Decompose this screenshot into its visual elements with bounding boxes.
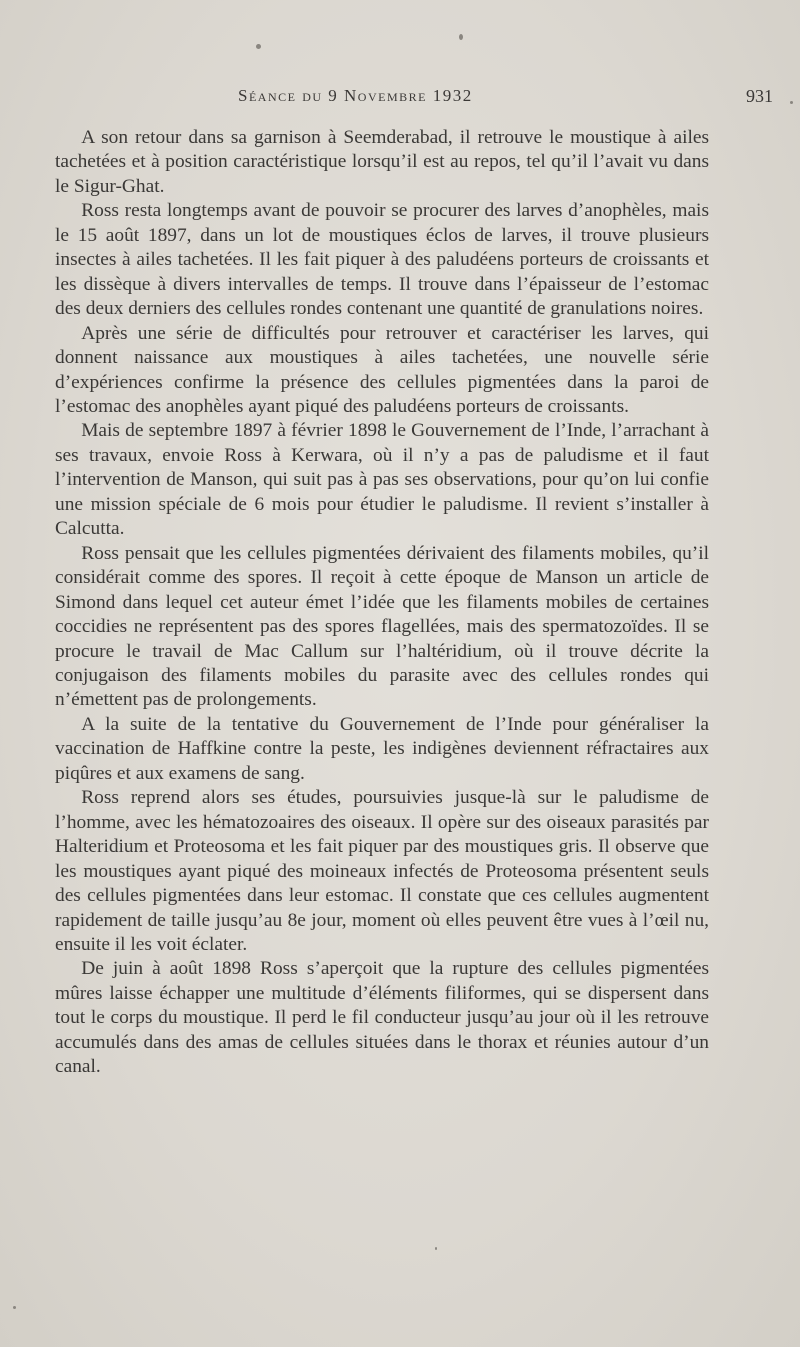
- running-title: Séance du 9 Novembre 1932: [238, 86, 473, 105]
- print-speck: [256, 44, 261, 49]
- paragraph-garnison: A son retour dans sa garnison à Seemderabad, il retrouve le moustique à ailes tachetées et à position caractéristique lorsqu’il est au repos, tel qu’il l’avait vu dans le Sigur-Ghat.: [55, 127, 709, 197]
- page-header: [0, 86, 800, 116]
- paragraph-larves-anopheles: Ross resta longtemps avant de pouvoir se procurer des larves d’anophèles, mais le 15 août 1897, dans un lot de moustiques éclos de larves, il trouve plusieurs insectes à ailes tachetées. Il les fait piquer à des paludéens porteurs de croissants et les dissèque à divers intervalles de temps. Il trouve dans l’épaisseur de l’estomac des deux derniers des cellules rondes contenant une quantité de granulations noires.: [55, 200, 709, 320]
- print-speck: [13, 1306, 16, 1309]
- page-number: 931: [746, 86, 773, 106]
- print-speck: [790, 101, 793, 104]
- paragraph-serie-difficultes: Après une série de difficultés pour retrouver et caractériser les larves, qui donnent naissance aux moustiques à ailes tachetées, une nouvelle série d’expériences confirme la présence des cellules pigmentées dans la paroi de l’estomac des anophèles ayant piqué des paludéens porteurs de croissants.: [55, 322, 709, 417]
- body-text: [55, 126, 709, 1080]
- paragraph-filaments-mobiles: Ross pensait que les cellules pigmentées dérivaient des filaments mobiles, qu’il considérait comme des spores. Il reçoit à cette époque de Manson un article de Simond dans lequel cet auteur émet l’idée que les filaments mobiles de certaines coccidies ne représentent pas des spores flagellées, mais des spermatozoïdes. Il se procure le travail de Mac Callum sur l’haltéridium, où il trouve décrite la conjugaison des filaments mobiles du parasite avec des cellules rondes qui n’émettent pas de prolongements.: [55, 542, 709, 711]
- paragraph-haffkine: A la suite de la tentative du Gouvernement de l’Inde pour généraliser la vaccination de Haffkine contre la peste, les indigènes deviennent réfractaires aux piqûres et aux examens de sang.: [55, 713, 709, 784]
- paragraph-cellules-rupture: De juin à août 1898 Ross s’aperçoit que la rupture des cellules pigmentées mûres laisse échapper une multitude d’éléments filiformes, qui se dispersent dans tout le corps du moustique. Il perd le fil conducteur jusqu’au jour où il les retrouve accumulés dans des amas de cellules situées dans le thorax et réunies autour d’un canal.: [55, 958, 709, 1078]
- print-speck: [459, 34, 463, 40]
- paragraph-oiseaux: Ross reprend alors ses études, poursuivies jusque-là sur le paludisme de l’homme, avec les hématozoaires des oiseaux. Il opère sur des oiseaux parasités par Halteridium et Proteosoma et les fait piquer par des moustiques gris. Il observe que les moustiques ayant piqué des moineaux infectés de Proteosoma présentent seuls des cellules pigmentées dans leur estomac. Il constate que ces cellules augmentent rapidement de taille jusqu’au 8e jour, moment où elles peuvent être vues à l’œil nu, ensuite il les voit éclater.: [55, 787, 709, 955]
- paragraph-kerwara: Mais de septembre 1897 à février 1898 le Gouvernement de l’Inde, l’arrachant à ses travaux, envoie Ross à Kerwara, où il n’y a pas de paludisme et il faut l’intervention de Manson, qui suit pas à pas ses observations, pour qu’on lui confie une mission spéciale de 6 mois pour étudier le paludisme. Il revient s’installer à Calcutta.: [55, 420, 709, 540]
- print-speck: [435, 1247, 437, 1250]
